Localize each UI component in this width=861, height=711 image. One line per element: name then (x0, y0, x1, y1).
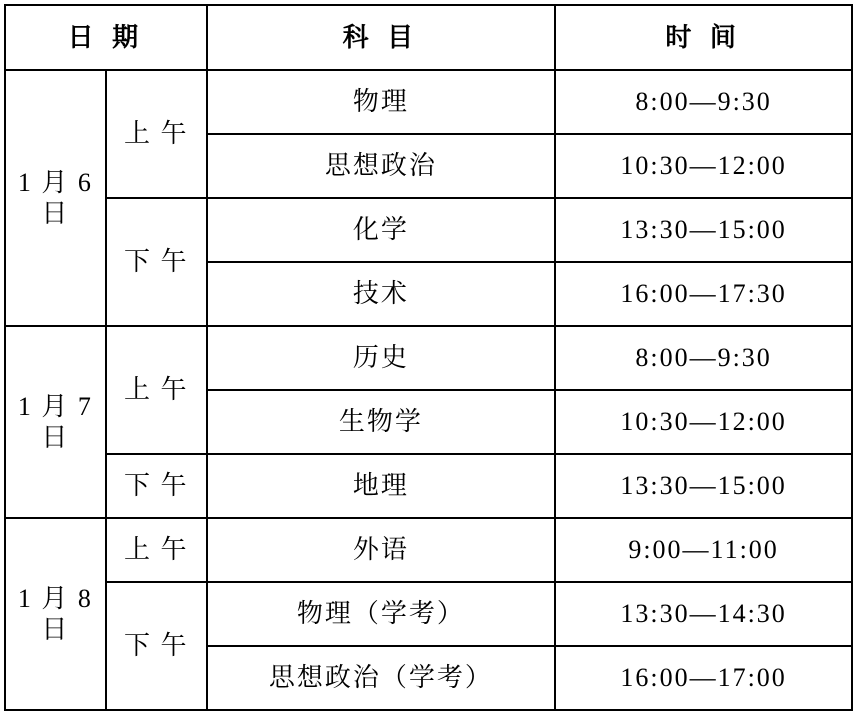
half-cell: 下 午 (106, 198, 207, 326)
subject-cell: 历史 (207, 326, 555, 390)
subject-cell: 技术 (207, 262, 555, 326)
time-cell: 10:30—12:00 (555, 134, 852, 198)
half-cell: 上 午 (106, 518, 207, 582)
date-cell: 1 月 8 日 (5, 518, 106, 710)
half-cell: 下 午 (106, 454, 207, 518)
half-cell: 下 午 (106, 582, 207, 710)
table-row (5, 198, 852, 262)
date-cell: 1 月 7 日 (5, 326, 106, 518)
header-subject: 科 目 (207, 5, 555, 70)
subject-cell: 思想政治 (207, 134, 555, 198)
time-cell: 13:30—14:30 (555, 582, 852, 646)
date-cell: 1 月 6 日 (5, 70, 106, 326)
time-cell: 10:30—12:00 (555, 390, 852, 454)
time-cell: 8:00—9:30 (555, 70, 852, 134)
subject-cell: 化学 (207, 198, 555, 262)
subject-cell: 思想政治（学考） (207, 646, 555, 710)
time-cell: 9:00—11:00 (555, 518, 852, 582)
time-cell: 16:00—17:30 (555, 262, 852, 326)
half-cell: 上 午 (106, 326, 207, 454)
table-row (5, 326, 852, 390)
header-time: 时 间 (555, 5, 852, 70)
table-row (5, 70, 852, 134)
subject-cell: 物理（学考） (207, 582, 555, 646)
subject-cell: 地理 (207, 454, 555, 518)
table-row (5, 518, 852, 582)
subject-cell: 物理 (207, 70, 555, 134)
time-cell: 13:30—15:00 (555, 454, 852, 518)
time-cell: 13:30—15:00 (555, 198, 852, 262)
half-cell: 上 午 (106, 70, 207, 198)
time-cell: 16:00—17:00 (555, 646, 852, 710)
table-row (5, 454, 852, 518)
header-date: 日 期 (5, 5, 207, 70)
subject-cell: 外语 (207, 518, 555, 582)
time-cell: 8:00—9:30 (555, 326, 852, 390)
exam-schedule-table (4, 4, 853, 711)
table-row (5, 582, 852, 646)
subject-cell: 生物学 (207, 390, 555, 454)
table-header-row (5, 5, 852, 70)
